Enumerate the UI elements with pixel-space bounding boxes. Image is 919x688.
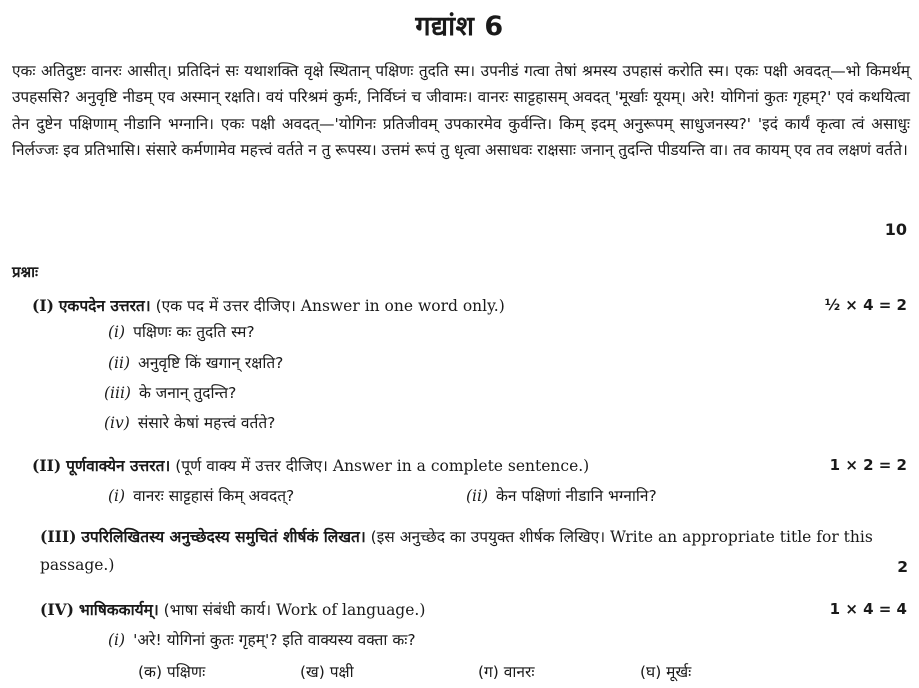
question-number: (ii) [108, 354, 131, 372]
section-instruction: (इस अनुच्छेद का उपयुक्त शीर्षक लिखिए। [370, 528, 611, 546]
question-text: 'अरे! योगिनां कुतः गृहम्'? इति वाक्यस्य वक्ता कः? [133, 631, 416, 649]
question-number: (ii) [466, 487, 489, 505]
question-text: अनुवृष्टि किं खगान् रक्षति? [138, 354, 284, 372]
section-4-heading [40, 598, 425, 620]
option-ga: (ग) वानरः [478, 663, 535, 681]
question-item [108, 484, 294, 506]
option-kha: (ख) पक्षी [300, 663, 354, 681]
question-item [104, 411, 275, 433]
question-item [108, 628, 416, 650]
question-text: पक्षिणः कः तुदति स्म? [133, 323, 255, 341]
question-number: (iii) [104, 384, 131, 402]
section-1-marks: ½ × 4 = 2 [824, 296, 907, 314]
passage-text: एकः अतिदुष्टः वानरः आसीत्। प्रतिदिनं सः यथाशक्ति वृक्षे स्थितान् पक्षिणः तुदति स्म। उपनीडं गत्वा तेषां श्रमस्य उपहासं करोति स्म। एकः पक्षी अवदत्—भो किमर्थम् उपहससि? अनुवृष्टि नीडम् एव अस्मान् रक्षति। वयं परिश्रमं कुर्मः, निर्विघ्नं च जीवामः। वानरः साट्टहासम् अवदत् 'मूर्खाः यूयम्। अरे! योगिनां कुतः गृहम्?' एवं कथयित्वा तेन दुष्टेन पक्षिणाम् नीडानि भग्नानि। एकः पक्षी अवदत्—'योगिनः प्रतिजीवम् उपकारमेव कुर्वन्ति। किम् इदम् अनुरूपम् साधुजनस्य?' 'इदं कार्यं कृत्वा त्वं असाधुः निर्लज्जः इव प्रतिभासि। संसारे कर्मणामेव महत्त्वं वर्तते न तु रूपस्य। उत्तमं रूपं तु धृत्वा असाधवः राक्षसाः जनान् तुदन्ति पीडयन्ति वा। तव कायम् एव तव लक्षणं वर्तते। [12, 62, 910, 159]
question-item [108, 351, 283, 373]
question-text: संसारे केषां महत्त्वं वर्तते? [137, 414, 276, 432]
question-number: (iv) [104, 414, 130, 432]
section-number: (II) [32, 456, 62, 475]
section-2-heading [32, 454, 589, 476]
section-instruction: (पूर्ण वाक्य में उत्तर दीजिए। [175, 457, 333, 475]
section-4-marks: 1 × 4 = 4 [829, 600, 907, 618]
section-heading-text: भाषिककार्यम्। [78, 601, 159, 619]
section-heading-text: पूर्णवाक्येन उत्तरत। [66, 457, 171, 475]
section-instruction: (भाषा संबंधी कार्य। [163, 601, 277, 619]
section-instruction-en: Answer in a complete sentence.) [332, 457, 590, 475]
section-number: (I) [32, 296, 54, 315]
questions-label: प्रश्नाः [12, 263, 39, 281]
question-number: (i) [108, 631, 126, 649]
question-text: वानरः साट्टहासं किम् अवदत्? [133, 487, 295, 505]
section-2-marks: 1 × 2 = 2 [829, 456, 907, 474]
section-heading-text: एकपदेन उत्तरत। [58, 297, 151, 315]
section-3-marks: 2 [897, 558, 908, 576]
section-1-heading [32, 294, 505, 316]
question-item [466, 484, 657, 506]
section-number: (IV) [40, 600, 74, 619]
passage-title: गद्यांश 6 [415, 11, 504, 42]
section-instruction: (एक पद में उत्तर दीजिए। [155, 297, 301, 315]
question-number: (i) [108, 323, 126, 341]
option-gha: (घ) मूर्खः [640, 663, 692, 681]
passage-marks: 10 [884, 220, 907, 239]
question-item [108, 320, 255, 342]
section-instruction-en: Work of language.) [276, 601, 426, 619]
option-ka: (क) पक्षिणः [138, 663, 206, 681]
section-number: (III) [40, 527, 77, 546]
question-item [104, 381, 236, 403]
question-text: के जनान् तुदन्ति? [138, 384, 237, 402]
section-3-heading [40, 523, 910, 579]
section-heading-text: उपरिलिखितस्य अनुच्छेदस्य समुचितं शीर्षकं लिखत। [81, 528, 366, 546]
question-number: (i) [108, 487, 126, 505]
section-instruction-en: Answer in one word only.) [300, 297, 505, 315]
question-text: केन पक्षिणां नीडानि भग्नानि? [496, 487, 657, 505]
section-instruction-en: Write an appropriate title for this passage.) [40, 528, 873, 574]
